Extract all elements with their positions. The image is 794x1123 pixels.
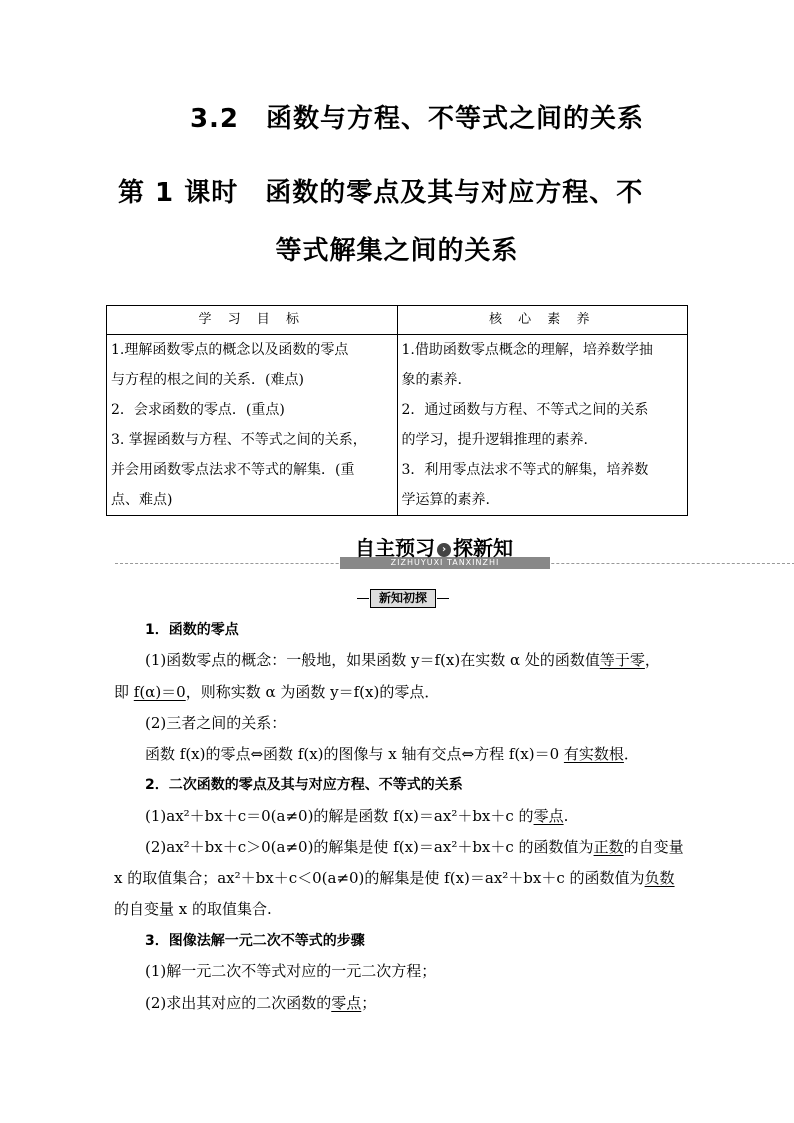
goal-line: 与方程的根之间的关系．(难点) (111, 372, 304, 388)
literacy-line: 学运算的素养. (401, 492, 490, 508)
goals-left-cell (107, 335, 398, 516)
chevron-right-icon: › (437, 543, 451, 557)
blank-answer: 有实数根 (563, 745, 624, 763)
para-8: (1)解一元二次不等式对应的一元二次方程； (145, 962, 437, 980)
para-3: 函数 f(x)的零点⇔函数 f(x)的图像与 x 轴有交点⇔方程 f(x)＝0 有实数根． (145, 745, 639, 763)
lesson-title-line2: 等式解集之间的关系 (275, 236, 519, 266)
banner-left: 自主预习 (355, 536, 435, 560)
banner-right: 探新知 (453, 536, 513, 560)
goals-table (106, 305, 688, 516)
goal-line: 并会用函数零点法求不等式的解集．(重 (111, 462, 355, 478)
section-title: 3.2 函数与方程、不等式之间的关系 (189, 104, 645, 134)
blank-answer: 正数 (593, 838, 624, 856)
para-5: (2)ax²＋bx＋c＞0(a≠0)的解集是使 f(x)＝ax²＋bx＋c 的函数值为正数的自变量 (145, 838, 684, 856)
blank-answer: f(α)＝0 (133, 683, 186, 701)
heading-3: 3．图像法解一元二次不等式的步骤 (145, 933, 365, 949)
para-2: (2)三者之间的关系： (145, 714, 287, 732)
goal-line: 1.理解函数零点的概念以及函数的零点 (111, 342, 349, 358)
literacy-line: 2．通过函数与方程、不等式之间的关系 (401, 402, 649, 418)
blank-answer: 零点 (533, 807, 564, 825)
goals-head-right: 核 心 素 养 (397, 306, 688, 335)
section-banner (355, 532, 513, 561)
literacy-line: 的学习，提升逻辑推理的素养. (401, 432, 588, 448)
para-4: (1)ax²＋bx＋c＝0(a≠0)的解是函数 f(x)＝ax²＋bx＋c 的零点. (145, 807, 569, 825)
new-knowledge-tag: 新知初探 (370, 589, 436, 608)
heading-1: 1．函数的零点 (145, 622, 239, 638)
goal-line: 3. 掌握函数与方程、不等式之间的关系， (111, 432, 367, 448)
para-1a: (1)函数零点的概念：一般地，如果函数 y＝f(x)在实数 α 处的函数值等于零， (145, 651, 660, 669)
lesson-title-line1: 第 1 课时 函数的零点及其与对应方程、不 (118, 178, 644, 208)
heading-2: 2．二次函数的零点及其与对应方程、不等式的关系 (145, 777, 463, 793)
blank-answer: 负数 (644, 869, 675, 887)
blank-answer: 零点 (331, 994, 362, 1012)
para-6: x 的取值集合；ax²＋bx＋c＜0(a≠0)的解集是使 f(x)＝ax²＋bx＋c 的函数值为负数 (114, 869, 675, 887)
literacy-line: 3．利用零点法求不等式的解集，培养数 (401, 462, 649, 478)
banner-pinyin: ZIZHUYUXI TANXINZHI (340, 557, 550, 569)
goal-line: 点、难点) (111, 492, 173, 508)
para-1b: 即 f(α)＝0，则称实数 α 为函数 y＝f(x)的零点． (114, 683, 440, 701)
goals-head-left: 学 习 目 标 (107, 306, 398, 335)
literacy-line: 1.借助函数零点概念的理解，培养数学抽 (401, 342, 653, 358)
blank-answer: 等于零 (599, 651, 645, 669)
para-7: 的自变量 x 的取值集合. (114, 900, 272, 918)
goals-right-cell (397, 335, 688, 516)
goal-line: 2．会求函数的零点．(重点) (111, 402, 285, 418)
literacy-line: 象的素养. (401, 372, 462, 388)
para-9: (2)求出其对应的二次函数的零点； (145, 994, 377, 1012)
